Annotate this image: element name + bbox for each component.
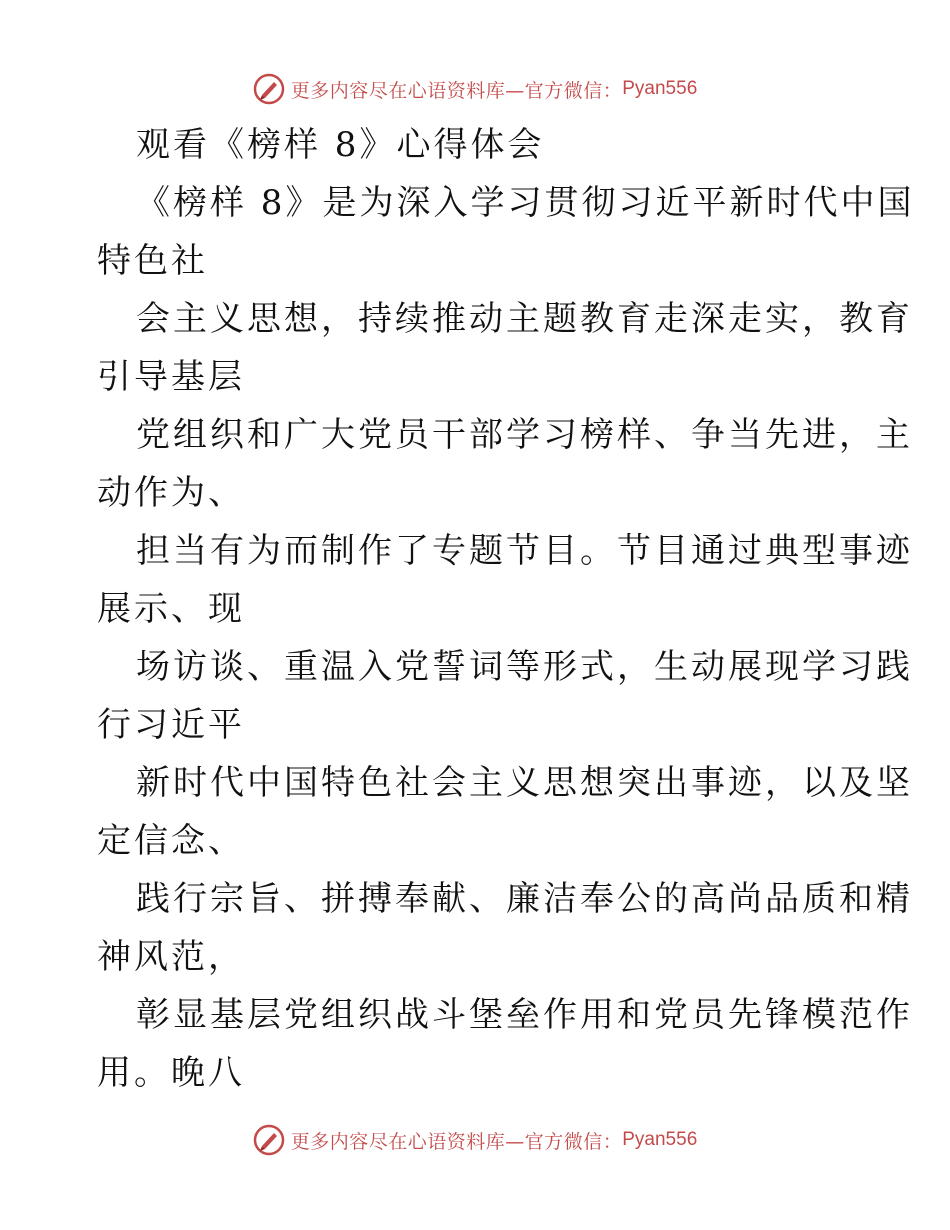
paragraph-line: 会主义思想，持续推动主题教育走深走实，教育 [136,299,913,339]
paragraph-line: 神风范， [97,937,245,977]
paragraph-line: 场访谈、重温入党誓词等形式，生动展现学习践 [136,647,913,687]
paragraph-line: 新时代中国特色社会主义思想突出事迹，以及坚 [136,763,913,803]
paragraph-line: 彰显基层党组织战斗堡垒作用和党员先锋模范作 [136,995,913,1035]
watermark-text: 更多内容尽在心语资料库—官方微信： [290,1130,623,1153]
paragraph-line: 党组织和广大党员干部学习榜样、争当先进，主 [136,415,913,455]
pen-logo-icon [253,1124,285,1156]
paragraph-line: 用。晚八 [97,1053,245,1093]
pen-logo-icon [253,73,285,105]
document-body [97,116,915,1102]
paragraph-line: 引导基层 [97,357,245,397]
watermark-wechat-id: Pyan556 [622,78,698,99]
document-title: 观看《榜样 8》心得体会 [136,125,545,165]
paragraph-line: 动作为、 [97,473,245,513]
paragraph-line: 展示、现 [97,589,245,629]
watermark-text: 更多内容尽在心语资料库—官方微信： [290,79,623,102]
paragraph-line: 担当有为而制作了专题节目。节目通过典型事迹 [136,531,913,571]
watermark-wechat-id: Pyan556 [622,1129,698,1150]
footer-watermark [0,1123,950,1157]
paragraph-line: 《榜样 8》是为深入学习贯彻习近平新时代中国 [136,183,915,223]
header-watermark [0,72,950,106]
paragraph-line: 特色社 [97,241,208,281]
paragraph-line: 定信念、 [97,821,245,861]
paragraph-line: 践行宗旨、拼搏奉献、廉洁奉公的高尚品质和精 [136,879,913,919]
paragraph-line: 行习近平 [97,705,245,745]
